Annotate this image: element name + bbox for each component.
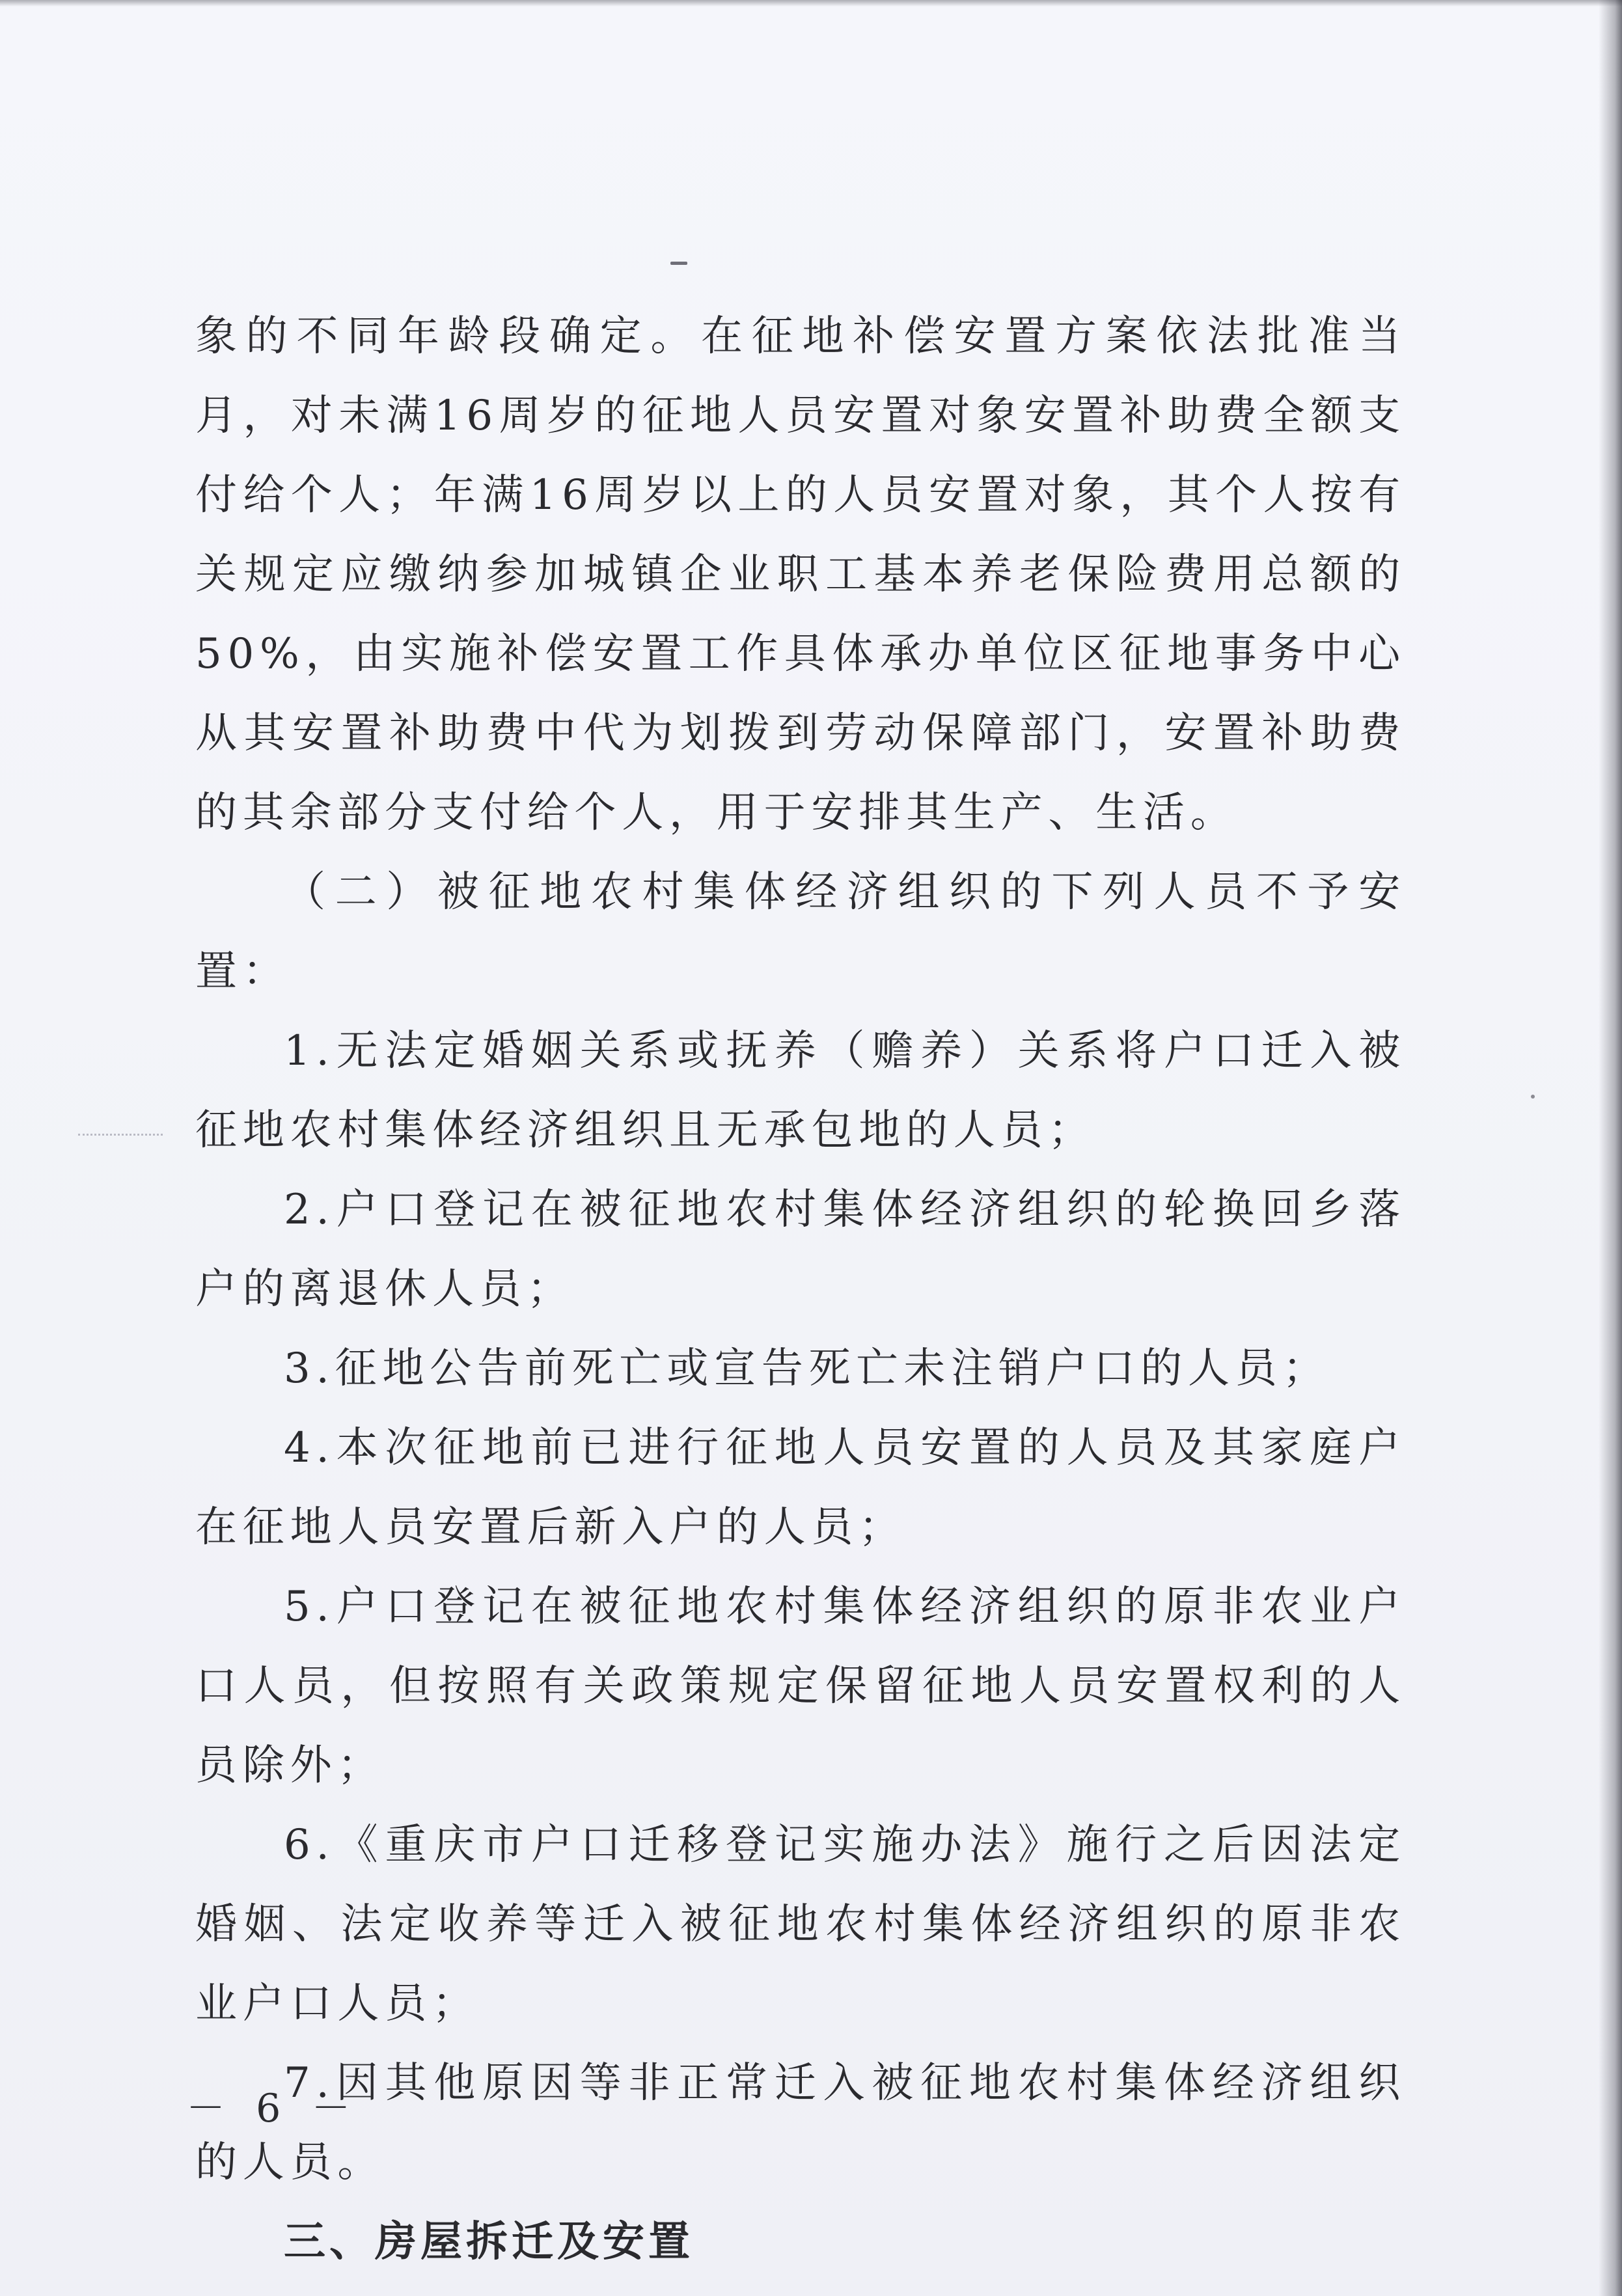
list-item-3: 3.征地公告前死亡或宣告死亡未注销户口的人员； (284, 1345, 1330, 1393)
list-item-6: 6.《重庆市户口迁移登记实施办法》施行之后因法定婚姻、法定收养等迁入被征地农村集体经济组织的原非农业户口人员； (195, 1821, 1406, 2028)
list-item-7: 7.因其他原因等非正常迁入被征地农村集体经济组织的人员。 (195, 2059, 1406, 2187)
paragraph-continuation: 象的不同年龄段确定。在征地补偿安置方案依法批准当月，对未满16周岁的征地人员安置对象安置补助费全额支付给个人；年满16周岁以上的人员安置对象，其个人按有关规定应缴纳参加城镇企业职工基本养老保险费用总额的50%，由实施补偿安置工作具体承办单位区征地事务中心从其安置补助费中代为划拨到劳动保障部门，安置补助费的其余部分支付给个人，用于安排其生产、生活。 (195, 312, 1406, 837)
list-item-2: 2.户口登记在被征地农村集体经济组织的轮换回乡落户的离退休人员； (195, 1186, 1406, 1313)
scan-dotted-mark (78, 1134, 163, 1136)
list-item-5: 5.户口登记在被征地农村集体经济组织的原非农业户口人员，但按照有关政策规定保留征地人员安置权利的人员除外； (195, 1583, 1406, 1790)
scan-shadow-top (0, 0, 1622, 7)
list-item-1: 1.无法定婚姻关系或抚养（赡养）关系将户口迁入被征地农村集体经济组织且无承包地的人员； (195, 1027, 1406, 1155)
scan-speck (670, 262, 687, 265)
paragraph-subsection-two: （二）被征地农村集体经济组织的下列人员不予安置： (195, 868, 1406, 996)
page-number: － 6 － (186, 2086, 360, 2131)
section-heading: 三、房屋拆迁及安置 (284, 2218, 694, 2266)
scan-shadow-right (1599, 0, 1622, 2296)
scan-speck (1531, 1095, 1535, 1099)
document-body (195, 297, 1406, 2282)
list-item-4: 4.本次征地前已进行征地人员安置的人员及其家庭户在征地人员安置后新入户的人员； (195, 1424, 1406, 1551)
